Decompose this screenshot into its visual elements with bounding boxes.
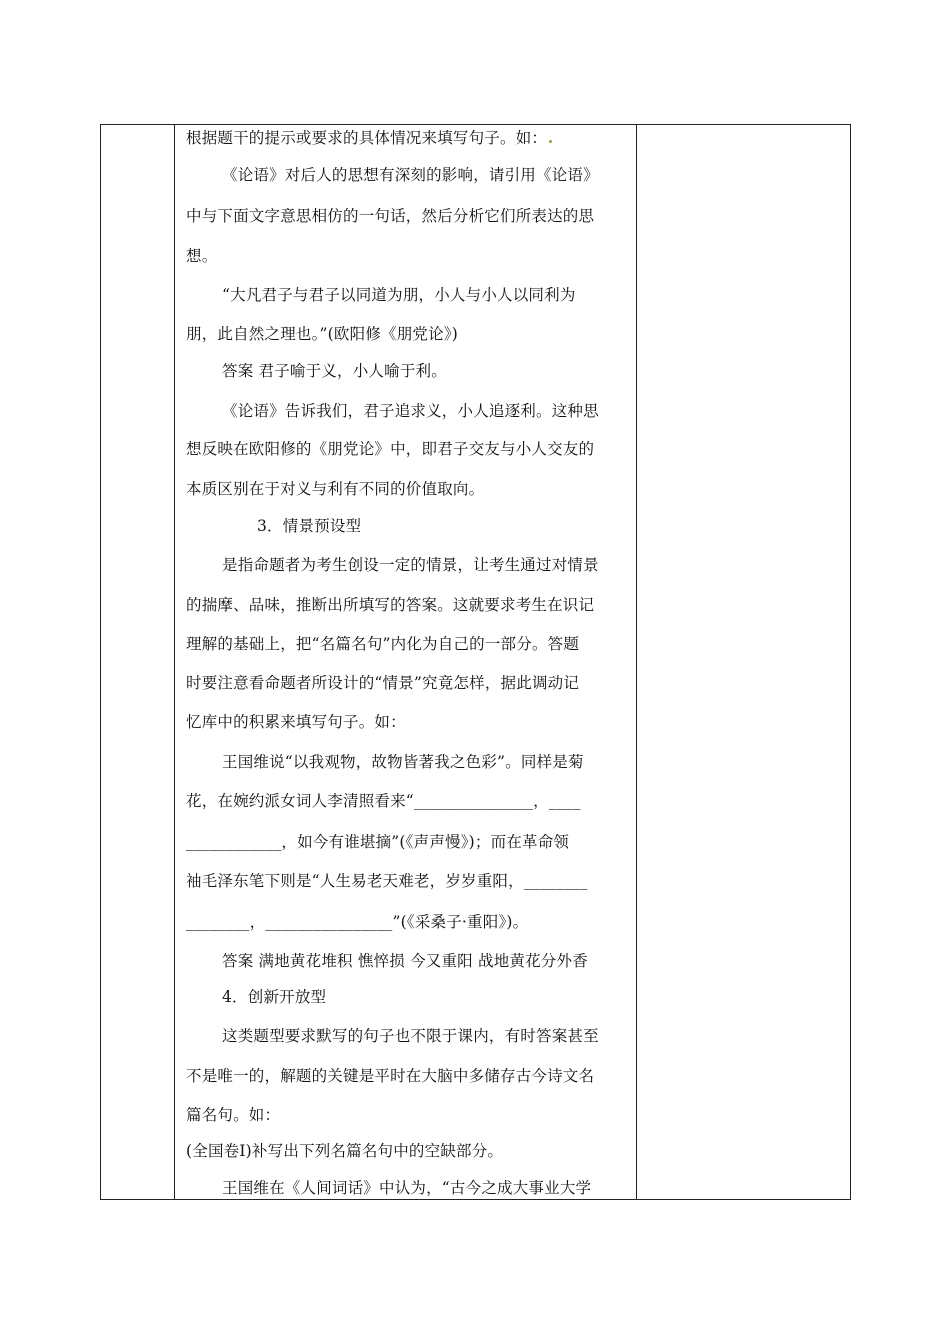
answer-line: 答案 满地黄花堆积 憔悴损 今又重阳 战地黄花分外香 <box>222 952 588 970</box>
text-line: 想。 <box>186 247 218 265</box>
answer-line: 答案 君子喻于义，小人喻于利。 <box>222 362 447 380</box>
text-line: 花，在婉约派女词人李清照看来“_______________，____ <box>186 792 581 810</box>
text-line: ____________，如今有谁堪摘”(《声声慢》)；而在革命领 <box>186 833 570 851</box>
text-line: 理解的基础上，把“名篇名句”内化为自己的一部分。答题 <box>186 635 580 653</box>
text-line: 时要注意看命题者所设计的“情景”究竟怎样，据此调动记 <box>186 674 580 692</box>
text-line: 忆库中的积累来填写句子。如： <box>186 713 406 731</box>
text-line: (全国卷Ⅰ)补写出下列名篇名句中的空缺部分。 <box>186 1142 504 1160</box>
text-line: ________，________________”(《采桑子·重阳》)。 <box>186 913 529 931</box>
text-line: 王国维在《人间词话》中认为，“古今之成大事业大学 <box>222 1179 592 1197</box>
text-line: 《论语》对后人的思想有深刻的影响，请引用《论语》 <box>222 166 599 184</box>
text-line: 朋，此自然之理也。”(欧阳修《朋党论》) <box>186 325 459 343</box>
text-line: “大凡君子与君子以同道为朋，小人与小人以同利为 <box>222 286 576 304</box>
text-line: 袖毛泽东笔下则是“人生易老天难老，岁岁重阳，________ <box>186 872 588 890</box>
content-table <box>100 124 851 1200</box>
text-line: 《论语》告诉我们，君子追求义，小人追逐利。这种思 <box>222 402 599 420</box>
text-line: 根据题干的提示或要求的具体情况来填写句子。如： <box>186 128 552 148</box>
text-line: 的揣摩、品味，推断出所填写的答案。这就要求考生在识记 <box>186 596 595 614</box>
text-line: 中与下面文字意思相仿的一句话，然后分析它们所表达的思 <box>186 207 595 225</box>
text-line: 想反映在欧阳修的《朋党论》中，即君子交友与小人交友的 <box>186 440 595 458</box>
table-column-divider-left <box>174 125 175 1199</box>
annotation-dot <box>549 140 552 143</box>
table-column-divider-right <box>636 125 637 1199</box>
section-heading: 4．创新开放型 <box>222 988 327 1006</box>
text-line: 不是唯一的，解题的关键是平时在大脑中多储存古今诗文名 <box>186 1067 595 1085</box>
text-line: 本质区别在于对义与利有不同的价值取向。 <box>186 480 485 498</box>
section-heading: 3．情景预设型 <box>257 517 362 535</box>
text-line: 是指命题者为考生创设一定的情景，让考生通过对情景 <box>222 556 599 574</box>
text-line: 王国维说“以我观物，故物皆著我之色彩”。同样是菊 <box>222 753 584 771</box>
text-line: 篇名句。如： <box>186 1106 281 1124</box>
text-line: 这类题型要求默写的句子也不限于课内，有时答案甚至 <box>222 1027 599 1045</box>
